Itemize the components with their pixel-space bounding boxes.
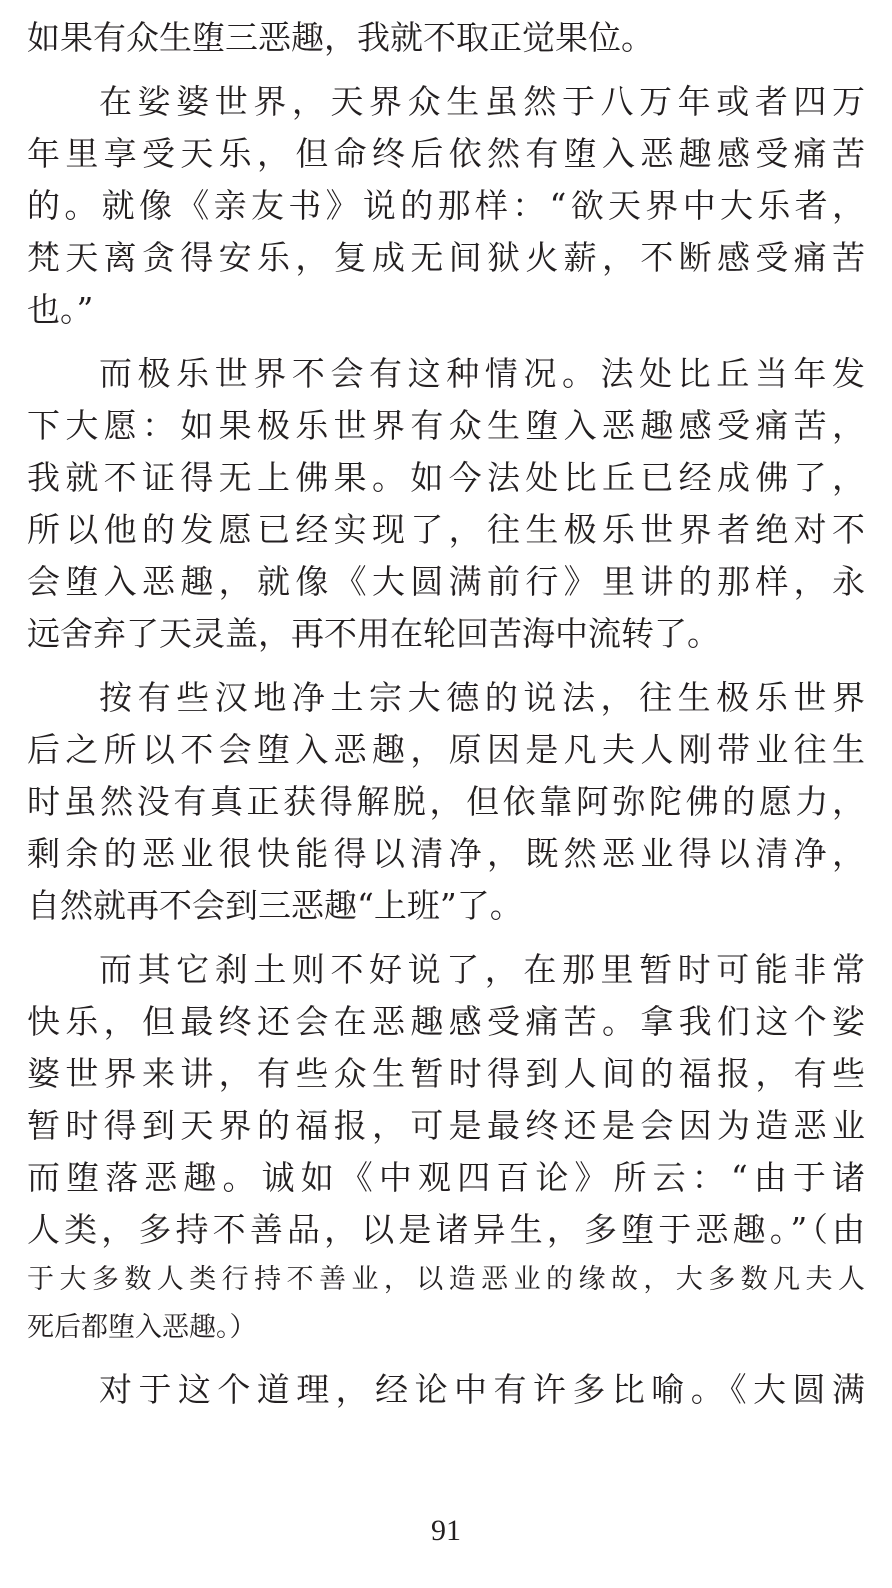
text-line: 对于这个道理，经论中有许多比喻。《大圆满 (99, 1370, 865, 1409)
text-line: 的。就像《亲友书》说的那样：“欲天界中大乐者， (27, 186, 865, 225)
paragraph (27, 76, 865, 336)
text-line: 后之所以不会堕入恶趣，原因是凡夫人刚带业往生 (27, 730, 865, 769)
text-line: 人类，多持不善品，以是诸异生，多堕于恶趣。”（由 (27, 1210, 865, 1249)
text-line: 如果有众生堕三恶趣，我就不取正觉果位。 (27, 18, 654, 57)
text-line: 自然就再不会到三恶趣“上班”了。 (27, 886, 523, 925)
page-body (27, 12, 865, 1428)
text-line: 死后都堕入恶趣。） (27, 1312, 257, 1343)
text-line: 在娑婆世界，天界众生虽然于八万年或者四万 (99, 82, 865, 121)
text-line: 会堕入恶趣，就像《大圆满前行》里讲的那样，永 (27, 562, 865, 601)
paragraph (27, 1364, 865, 1416)
text-line: 剩余的恶业很快能得以清净，既然恶业得以清净， (27, 834, 865, 873)
paragraph (27, 348, 865, 660)
text-line: 而极乐世界不会有这种情况。法处比丘当年发 (99, 354, 865, 393)
text-line: 时虽然没有真正获得解脱，但依靠阿弥陀佛的愿力， (27, 782, 865, 821)
page-number: 91 (431, 1514, 461, 1547)
paragraph (27, 944, 865, 1352)
text-line: 我就不证得无上佛果。如今法处比丘已经成佛了， (27, 458, 865, 497)
text-line: 婆世界来讲，有些众生暂时得到人间的福报，有些 (27, 1054, 865, 1093)
text-line: 于大多数人类行持不善业，以造恶业的缘故，大多数凡夫人 (27, 1264, 865, 1295)
text-line: 快乐，但最终还会在恶趣感受痛苦。拿我们这个娑 (27, 1002, 865, 1041)
text-line: 所以他的发愿已经实现了，往生极乐世界者绝对不 (27, 510, 865, 549)
text-line: 按有些汉地净土宗大德的说法，往生极乐世界 (99, 678, 865, 717)
text-line: 下大愿：如果极乐世界有众生堕入恶趣感受痛苦， (27, 406, 865, 445)
text-line: 而其它刹土则不好说了，在那里暂时可能非常 (99, 950, 865, 989)
text-line: 也。” (27, 290, 94, 329)
text-line: 暂时得到天界的福报，可是最终还是会因为造恶业 (27, 1106, 865, 1145)
text-line: 而堕落恶趣。诚如《中观四百论》所云：“由于诸 (27, 1158, 865, 1197)
text-line: 梵天离贪得安乐，复成无间狱火薪，不断感受痛苦 (27, 238, 865, 277)
paragraph (27, 12, 865, 64)
text-line: 年里享受天乐，但命终后依然有堕入恶趣感受痛苦 (27, 134, 865, 173)
text-line: 远舍弃了天灵盖，再不用在轮回苦海中流转了。 (27, 614, 720, 653)
paragraph (27, 672, 865, 932)
